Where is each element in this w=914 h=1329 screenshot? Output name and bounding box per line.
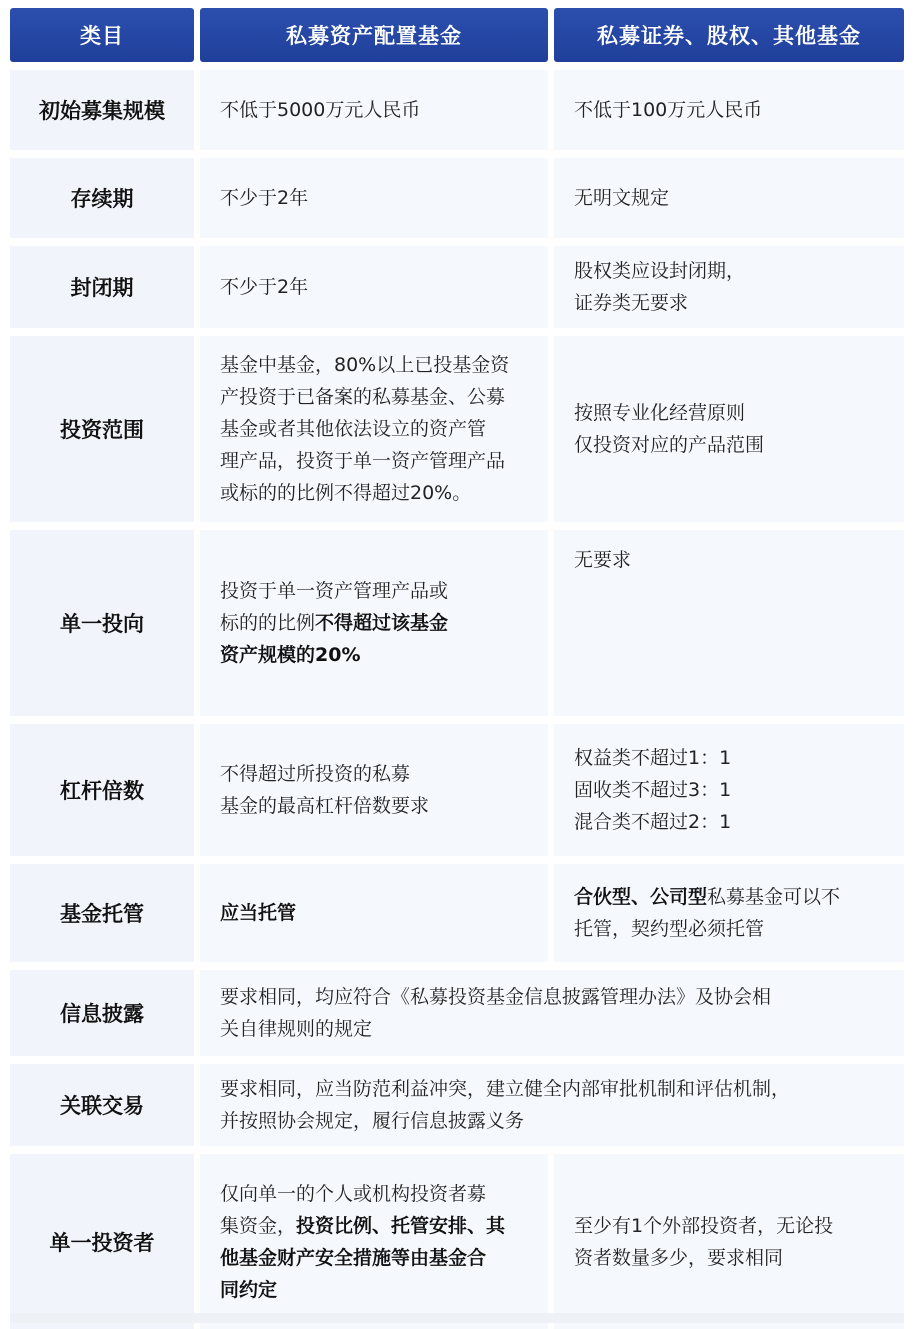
- cell-line: 不低于100万元人民币: [574, 99, 763, 121]
- cell-line: 至少有1个外部投资者，无论投: [574, 1214, 834, 1237]
- category-single-investor: 单一投资者: [10, 1154, 194, 1329]
- cell-line: 权益类不超过1：1: [574, 747, 732, 769]
- asset-alloc-custody: [200, 864, 548, 962]
- cell-line: 不少于2年: [220, 187, 309, 209]
- asset-alloc-duration: [200, 158, 548, 238]
- cell-line: [220, 1210, 534, 1242]
- cell-emphasis: 合伙型、公司型: [574, 886, 708, 908]
- category-single-investment: 单一投向: [10, 530, 194, 716]
- cell-line: 基金的最高杠杆倍数要求: [220, 795, 430, 817]
- merged-related-transactions: [200, 1064, 904, 1146]
- cell-emphasis: 他基金财产安全措施等由基金合: [220, 1246, 487, 1269]
- cell-line: 仅向单一的个人或机构投资者募: [220, 1182, 487, 1205]
- cell-line: 无要求: [574, 549, 632, 571]
- header-category: 类目: [10, 8, 194, 62]
- cell-line: 证券类无要求: [574, 292, 689, 314]
- category-investment-scope: 投资范围: [10, 336, 194, 522]
- cell-emphasis: 投资比例、托管安排、其: [296, 1214, 506, 1237]
- merged-disclosure: [200, 970, 904, 1056]
- cell-text: 集资金，: [220, 1214, 297, 1237]
- asset-alloc-leverage: [200, 724, 548, 856]
- category-initial-fundraising: 初始募集规模: [10, 70, 194, 150]
- cell-line: [220, 639, 534, 671]
- asset-alloc-lockup-period: [200, 246, 548, 328]
- cell-line: 投资于单一资产管理产品或: [220, 580, 449, 602]
- bottom-divider: [10, 1313, 904, 1323]
- cell-line: 股权类应设封闭期，: [574, 260, 746, 282]
- asset-alloc-investment-scope: [200, 336, 548, 522]
- other-duration: [554, 158, 904, 238]
- cell-line: 产投资于已备案的私募基金、公募: [220, 386, 506, 408]
- comparison-table: [10, 8, 904, 1329]
- other-lockup-period: [554, 246, 904, 328]
- other-custody: [554, 864, 904, 962]
- cell-line: 托管，契约型必须托管: [574, 918, 765, 940]
- cell-line: 要求相同，应当防范利益冲突，建立健全内部审批机制和评估机制，: [220, 1078, 791, 1100]
- category-leverage: 杠杆倍数: [10, 724, 194, 856]
- cell-line: 无明文规定: [574, 187, 670, 209]
- cell-line: 资者数量多少，要求相同: [574, 1246, 784, 1269]
- cell-emphasis: 应当托管: [220, 902, 297, 924]
- cell-line: 仅投资对应的产品范围: [574, 434, 765, 456]
- cell-emphasis: 同约定: [220, 1278, 278, 1301]
- other-initial-fundraising: [554, 70, 904, 150]
- cell-line: [220, 607, 534, 639]
- other-single-investment: [554, 530, 904, 716]
- cell-line: [220, 897, 534, 929]
- cell-line: 不得超过所投资的私募: [220, 763, 411, 785]
- category-related-transactions: 关联交易: [10, 1064, 194, 1146]
- cell-text: 私募基金可以不: [707, 886, 841, 908]
- cell-line: [220, 1242, 534, 1274]
- cell-line: 关自律规则的规定: [220, 1018, 373, 1040]
- cell-text: 标的的比例: [220, 612, 316, 634]
- category-lockup-period: 封闭期: [10, 246, 194, 328]
- cell-line: 基金或者其他依法设立的资产管: [220, 418, 487, 440]
- cell-line: [220, 1274, 534, 1306]
- other-investment-scope: [554, 336, 904, 522]
- cell-line: 不低于5000万元人民币: [220, 99, 421, 121]
- cell-line: 按照专业化经营原则: [574, 402, 746, 424]
- category-custody: 基金托管: [10, 864, 194, 962]
- cell-line: [574, 881, 890, 913]
- asset-alloc-single-investor: [200, 1154, 548, 1329]
- other-single-investor: [554, 1154, 904, 1329]
- asset-alloc-initial-fundraising: [200, 70, 548, 150]
- cell-line: 并按照协会规定，履行信息披露义务: [220, 1110, 525, 1132]
- cell-line: 不少于2年: [220, 276, 309, 298]
- asset-alloc-single-investment: [200, 530, 548, 716]
- category-duration: 存续期: [10, 158, 194, 238]
- cell-line: 混合类不超过2：1: [574, 811, 732, 833]
- cell-line: 理产品，投资于单一资产管理产品: [220, 450, 506, 472]
- cell-line: 要求相同，均应符合《私募投资基金信息披露管理办法》及协会相: [220, 986, 772, 1008]
- header-asset-allocation-fund: 私募资产配置基金: [200, 8, 548, 62]
- cell-line: 基金中基金，80%以上已投基金资: [220, 354, 510, 376]
- cell-emphasis: 资产规模的20%: [220, 644, 361, 666]
- cell-line: 或标的的比例不得超过20%。: [220, 482, 472, 504]
- header-other-funds: 私募证券、股权、其他基金: [554, 8, 904, 62]
- category-disclosure: 信息披露: [10, 970, 194, 1056]
- cell-line: 固收类不超过3：1: [574, 779, 732, 801]
- other-leverage: [554, 724, 904, 856]
- cell-emphasis: 不得超过该基金: [315, 612, 449, 634]
